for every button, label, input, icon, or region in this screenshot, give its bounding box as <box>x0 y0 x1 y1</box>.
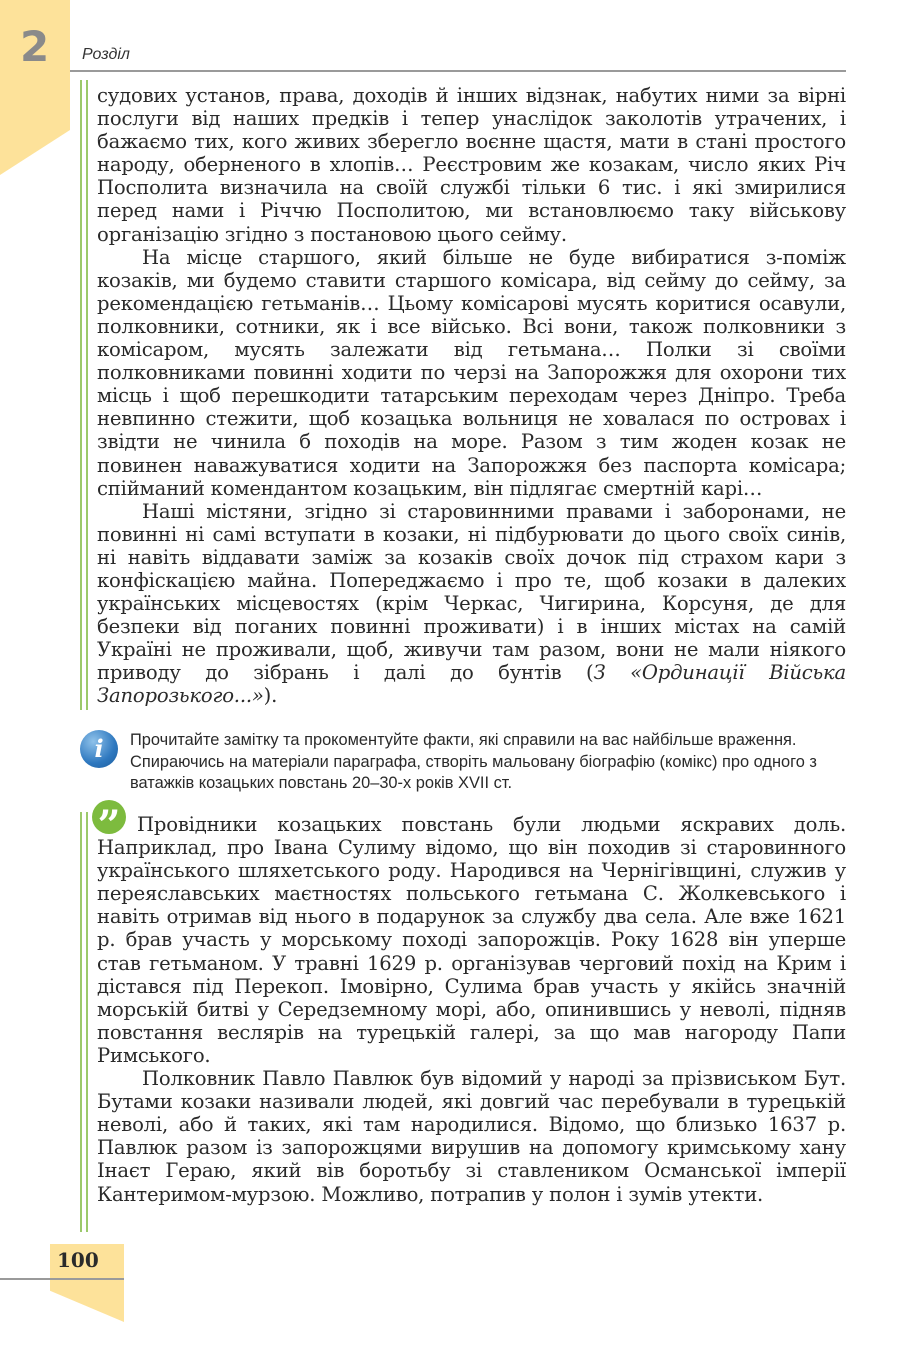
source-citation: З «Ординації Війська Запорозького...» <box>97 661 846 708</box>
paragraph <box>97 500 846 708</box>
paragraph: Полковник Павло Павлюк був відомий у народі за прізвиськом Бут. Бутами козаки називали людей, які довгий час перебували в турецькій неволі, або й таких, які там народилися. Відомо, що близько 1637 р. Павлюк разом із запорожцями вирушив на допомогу кримському хану Інаєт Гераю, який вів боротьбу зі ставлеником Османської імперії Кантеримом-мурзою. Можливо, потрапив у полон і зумів утекти. <box>97 1067 846 1206</box>
quote-bar <box>80 80 88 710</box>
quote-bar <box>80 812 88 1232</box>
paragraph-text: Наші містяни, згідно зі старовинними правами і заборонами, не повинні ні самі вступати в козаки, ні підбурювати до цього своїх синів, ні навіть віддавати заміж за козаків своїх дочок під страхом кари з конфіскацією майна. Попереджаємо і про те, щоб козаки в далеких українських місцевостях (крім Черкас, Чигирина, Корсуня, де для безпеки від поганих повинні проживати) і в інших містах на самій Україні не проживали, щоб, живучи там разом, вони не мали ніякого приводу до зібрань і далі до бунтів ( <box>97 499 846 685</box>
quote-block-leaders <box>97 813 846 1206</box>
footer-rule <box>0 1278 124 1280</box>
chapter-label: Розділ <box>82 46 130 63</box>
quote-block-ordinance <box>97 84 846 708</box>
paragraph: судових установ, права, доходів й інших відзнак, набутих ними за вірні послуги від наших предків і тепер унаслідок заколотів утрачених, і бажаємо тих, кого живих зберегло воєнне щастя, мати в стані простого народу, оберненого в хлопів… Реєстровим же козакам, число яких Річ Посполита визначила на своїй службі тільки 6 тис. і які змирилися перед нами і Річчю Посполитою, ми встановлюємо таку військову організацію згідно з постановою цього сейму. <box>97 84 846 246</box>
chapter-number: 2 <box>20 22 50 71</box>
task-text: Прочитайте замітку та прокоментуйте факти, які справили на вас найбільше враження. Спираючись на матеріали параграфа, створіть мальовану біографію (комікс) про одного з ватажків козацьких повстань 20–30-х років XVII ст. <box>130 731 817 792</box>
paragraph: Провідники козацьких повстань були людьми яскравих доль. Наприклад, про Івана Сулиму відомо, що він походив зі старовинного українського шляхетського роду. Народився на Чернігівщині, служив у переяславських маєтностях польського гетьмана С. Жолкевського і навіть отримав від нього в подарунок за службу два села. Але вже 1621 р. брав участь у морському поході запорожців. Року 1628 він уперше став гетьманом. У травні 1629 р. організував черговий похід на Крим і дістався під Перекоп. Імовірно, Сулима брав участь у якійсь значній морській битві у Середземному морі, або, опинившись у неволі, підняв повстання веслярів на турецькій галері, за що мав нагороду Папи Римського. <box>97 813 846 1067</box>
quote-icon: ” <box>92 800 126 834</box>
source-close: ). <box>263 684 278 708</box>
paragraph: На місце старшого, який більше не буде вибиратися з-поміж козаків, ми будемо ставити старшого комісара, від сейму до сейму, за рекомендацією гетьманів… Цьому комісарові мусять коритися осавули, полковники, сотники, як і все військо. Всі вони, також полковники з комісаром, мусять залежати від гетьмана… Полки зі своїми полковниками повинні ходити по черзі на Запорожжя для охорони тих місць і щоб перешкодити татарським переходам через Дніпро. Треба невпинно стежити, щоб козацька вольниця не ховалася по островах і звідти не чинила б походів на море. Разом з тим жоден козак не повинен наважуватися ходити на Запорожжя без паспорта комісара; спійманий комендантом козацьким, він підлягає смертній карі… <box>97 245 846 500</box>
info-icon: i <box>80 730 118 768</box>
page-number: 100 <box>57 1248 99 1272</box>
header-rule <box>70 70 846 72</box>
